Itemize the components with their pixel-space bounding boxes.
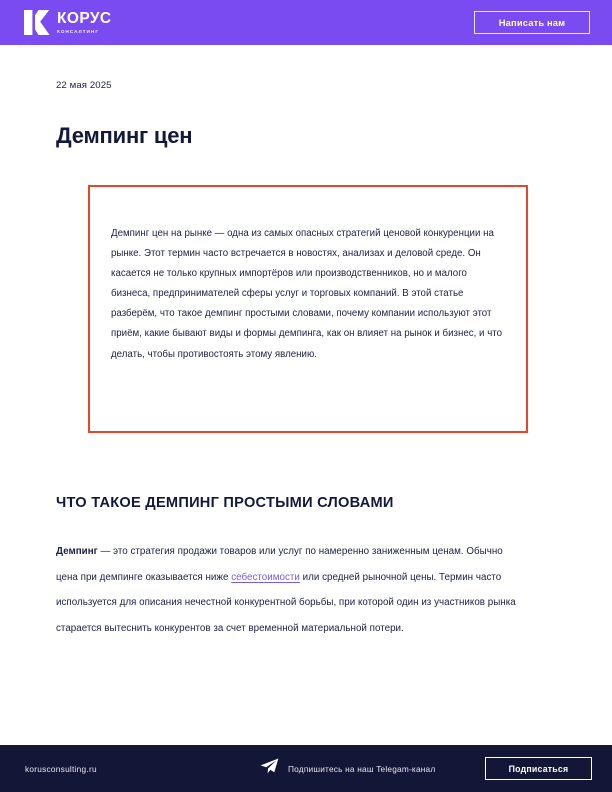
subscribe-button[interactable]: Подписаться <box>485 757 592 780</box>
body-paragraph <box>56 539 526 641</box>
logo-text <box>57 11 112 35</box>
section-heading: ЧТО ТАКОЕ ДЕМПИНГ ПРОСТЫМИ СЛОВАМИ <box>56 495 394 511</box>
logo[interactable] <box>24 10 112 35</box>
telegram-promo[interactable] <box>260 758 435 779</box>
publish-date: 22 мая 2025 <box>56 80 112 91</box>
body-lead-bold: Демпинг <box>56 546 98 557</box>
page-title: Демпинг цен <box>56 123 193 148</box>
logo-subtitle: КОНСАЛТИНГ <box>57 28 100 34</box>
telegram-paper-plane-icon <box>260 758 279 779</box>
contact-us-button[interactable]: Написать нам <box>474 11 590 34</box>
body-text-part-2: или средней рыночной цены. Термин часто используется для описания нечестной конкурентной борьбы, при которой один из участников рынка старается вытеснить конкурентов за счет временной материальной потери. <box>56 571 516 634</box>
korus-k-mark-icon <box>24 10 50 35</box>
callout-box <box>88 185 528 433</box>
site-header <box>0 0 612 45</box>
callout-text: Демпинг цен на рынке — одна из самых опасных стратегий ценовой конкуренции на рынке. Этот термин часто встречается в новостях, анализах и деловой среде. Он касается не только крупных импортёров или производственников, но и малого бизнеса, предпринимателей сферы услуг и торговых компаний. В этой статье разберём, что такое демпинг простыми словами, почему компании используют этот приём, какие бывают виды и формы демпинга, как он влияет на рынок и бизнес, и что делать, чтобы противостоять этому явлению. <box>111 228 503 360</box>
logo-title: КОРУС <box>57 9 112 27</box>
footer-site-url[interactable]: korusconsulting.ru <box>25 763 97 774</box>
site-footer <box>0 745 612 792</box>
sebestoimost-link[interactable]: себестоимости <box>231 571 300 583</box>
telegram-label: Подпишитесь на наш Telegam-канал <box>288 763 436 774</box>
body-text-part-1: — это стратегия продажи товаров или услуг по намеренно заниженным ценам. Обычно цена при демпинге оказывается ниже <box>56 546 503 583</box>
